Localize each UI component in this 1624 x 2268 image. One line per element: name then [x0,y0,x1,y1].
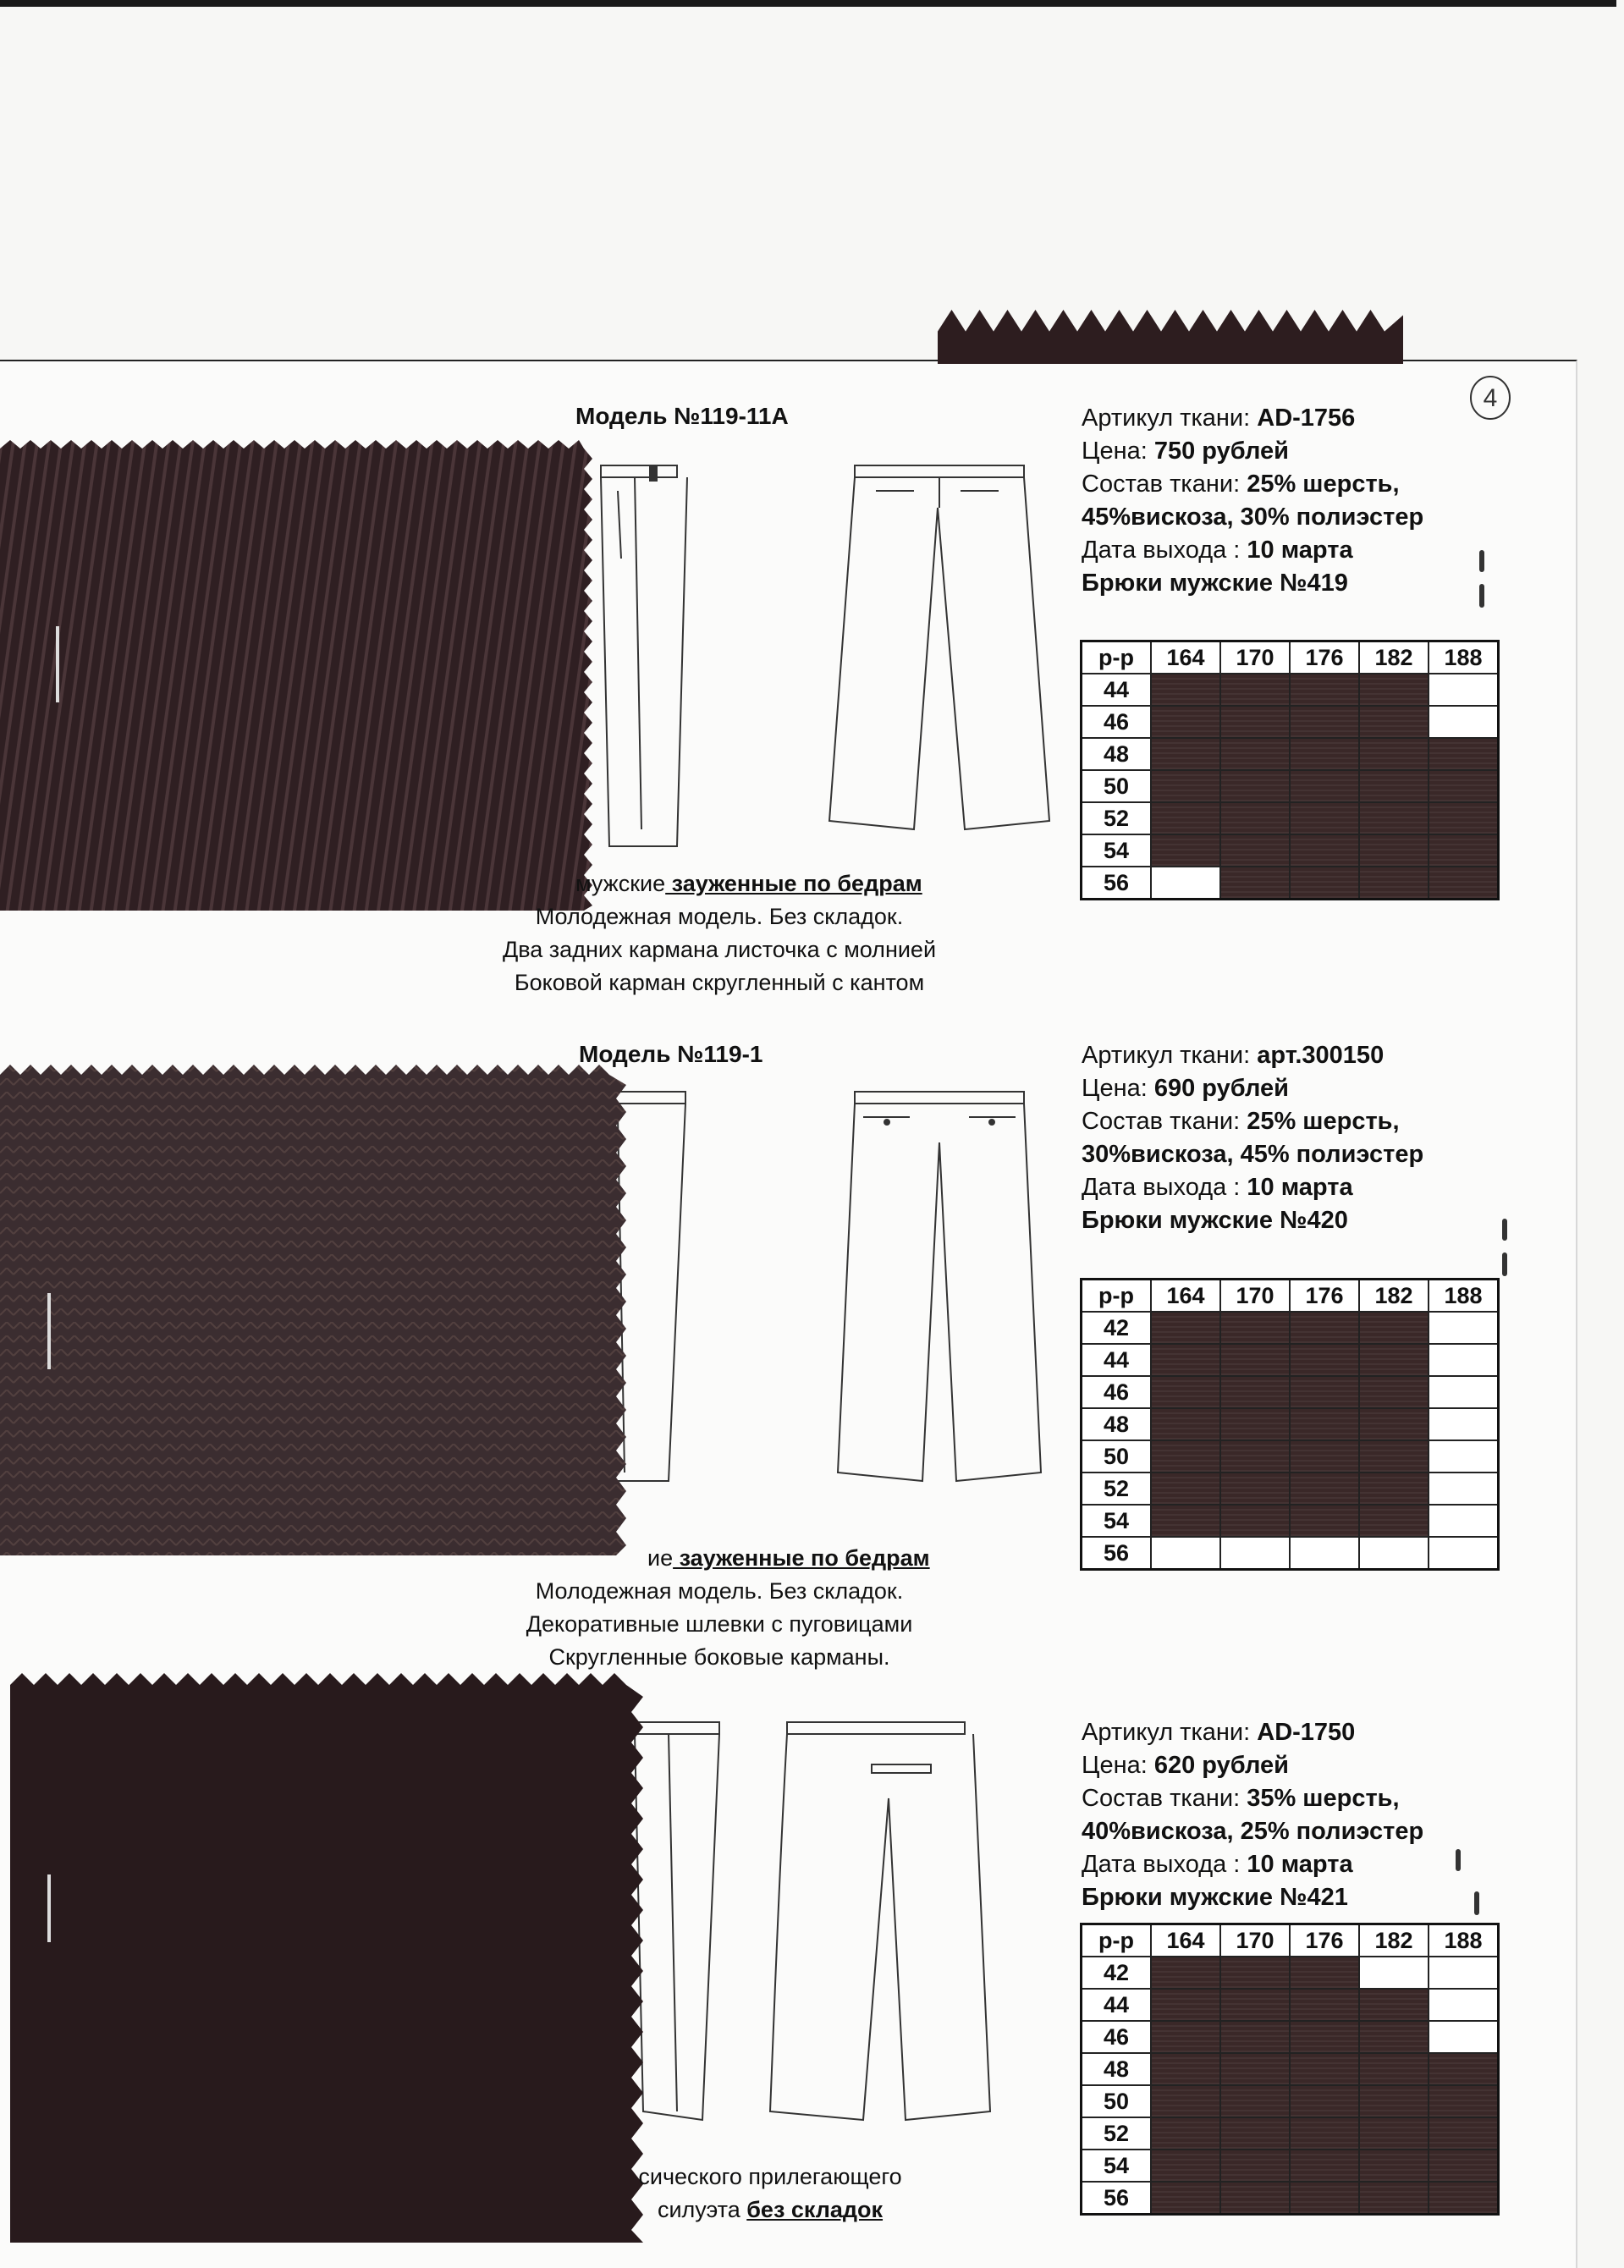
size-label: 48 [1082,738,1152,770]
model-1-title: Модель №119-11А [575,403,789,429]
size-label: 44 [1082,1344,1152,1376]
size-cell-available [1151,1344,1220,1376]
size-cell-available [1290,1344,1359,1376]
composition-value-2: 45%вискоза, 30% полиэстер [1082,504,1424,531]
size-cell-available [1290,1376,1359,1408]
size-cell-available [1220,2085,1290,2117]
size-cell-available [1290,1505,1359,1537]
size-cell-available [1220,1440,1290,1473]
page-number [1468,374,1512,421]
model-1-specs [1082,402,1423,600]
size-cell-empty [1429,1344,1499,1376]
article-value: AD-1756 [1257,405,1356,432]
size-label: 50 [1082,2085,1152,2117]
height-header: 176 [1290,1280,1359,1313]
size-row [1082,2085,1499,2117]
size-label: 54 [1082,1505,1152,1537]
size-cell-available [1220,1957,1290,1989]
height-header: 182 [1359,1280,1429,1313]
size-row [1082,2182,1499,2215]
model-3-specs [1082,1716,1423,1914]
size-label: 46 [1082,1376,1152,1408]
size-cell-available [1220,2021,1290,2053]
size-cell-available [1359,867,1429,900]
size-cell-available [1429,770,1499,802]
size-row [1082,2053,1499,2085]
size-label: 56 [1082,867,1152,900]
size-row [1082,738,1499,770]
release-label: Дата выхода : [1082,1851,1241,1878]
size-label: 52 [1082,802,1152,834]
composition-value-1: 25% шерсть, [1247,471,1400,498]
size-cell-available [1359,706,1429,738]
size-row [1082,834,1499,867]
height-header: 182 [1359,1924,1429,1957]
size-cell-available [1429,834,1499,867]
height-header: 170 [1220,1924,1290,1957]
size-row [1082,706,1499,738]
size-cell-empty [1359,1957,1429,1989]
size-cell-available [1220,1344,1290,1376]
size-cell-available [1429,2053,1499,2085]
size-cell-available [1220,706,1290,738]
size-cell-available [1220,674,1290,706]
size-cell-empty [1429,2021,1499,2053]
size-cell-available [1359,1376,1429,1408]
size-cell-available [1220,2182,1290,2215]
size-cell-available [1220,1473,1290,1505]
size-label: 48 [1082,1408,1152,1440]
price-label: Цена: [1082,438,1148,465]
composition-value-1: 35% шерсть, [1247,1785,1400,1812]
size-header-row [1082,641,1499,674]
size-cell-available [1359,770,1429,802]
size-cell-empty [1151,867,1220,900]
size-cell-available [1151,2053,1220,2085]
size-label: 42 [1082,1312,1152,1344]
model-2-title: Модель №119-1 [579,1041,763,1067]
size-cell-available [1290,770,1359,802]
size-cell-available [1359,674,1429,706]
size-cell-available [1359,1344,1429,1376]
fabric-swatch-3 [10,1671,643,2243]
height-header: 170 [1220,641,1290,674]
size-cell-available [1359,2182,1429,2215]
size-cell-available [1151,1473,1220,1505]
size-cell-available [1429,738,1499,770]
composition-value-1: 25% шерсть, [1247,1108,1400,1135]
size-row [1082,770,1499,802]
staple-mark [1479,584,1484,608]
size-row [1082,1376,1499,1408]
size-row [1082,2150,1499,2182]
size-cell-available [1220,2053,1290,2085]
size-cell-available [1290,1989,1359,2021]
size-cell-empty [1220,1537,1290,1570]
price-label: Цена: [1082,1752,1148,1779]
size-cell-available [1290,2053,1359,2085]
size-label: 44 [1082,674,1152,706]
model-2-sketch [584,1083,1058,1489]
size-cell-available [1359,834,1429,867]
top-border [0,0,1616,7]
size-cell-available [1429,2182,1499,2215]
size-cell-available [1290,2021,1359,2053]
size-cell-empty [1429,1505,1499,1537]
size-header-row [1082,1280,1499,1313]
size-table-1 [1080,640,1500,900]
height-header: 164 [1151,1924,1220,1957]
size-row [1082,1344,1499,1376]
model-2-specs [1082,1039,1423,1237]
size-cell-available [1290,2117,1359,2150]
size-cell-available [1290,1440,1359,1473]
model-1-sketch [584,457,1058,855]
size-cell-available [1151,1376,1220,1408]
staple-mark [1502,1219,1507,1241]
size-cell-empty [1429,1440,1499,1473]
size-cell-available [1151,706,1220,738]
size-cell-empty [1429,1473,1499,1505]
article-value: AD-1750 [1257,1719,1356,1746]
size-cell-available [1290,1408,1359,1440]
size-cell-available [1151,1989,1220,2021]
size-label: 46 [1082,706,1152,738]
size-header-label: р-р [1082,1280,1152,1313]
size-cell-empty [1429,1408,1499,1440]
article-label: Артикул ткани: [1082,1042,1251,1069]
height-header: 182 [1359,641,1429,674]
size-cell-available [1220,2117,1290,2150]
model-2-desc-underlined: зауженные по бедрам [673,1545,930,1571]
release-label: Дата выхода : [1082,1174,1241,1201]
size-label: 56 [1082,2182,1152,2215]
fabric-swatch-1 [0,440,592,911]
size-cell-available [1220,738,1290,770]
size-cell-available [1151,1312,1220,1344]
article-label: Артикул ткани: [1082,405,1251,432]
model-1-desc-line-3: Боковой карман скругленный с кантом [514,970,925,995]
size-cell-available [1359,738,1429,770]
size-cell-available [1429,802,1499,834]
size-cell-available [1290,1957,1359,1989]
size-cell-available [1220,1989,1290,2021]
size-cell-available [1290,706,1359,738]
size-label: 54 [1082,834,1152,867]
size-table-3 [1080,1923,1500,2216]
product-name: Брюки мужские №419 [1082,570,1348,597]
price-label: Цена: [1082,1075,1148,1102]
height-header: 164 [1151,641,1220,674]
size-label: 44 [1082,1989,1152,2021]
size-cell-available [1151,2150,1220,2182]
staple-mark [1456,1849,1461,1871]
size-cell-available [1359,2053,1429,2085]
size-cell-available [1290,2085,1359,2117]
price-value: 750 рублей [1153,438,1289,465]
size-cell-available [1151,2117,1220,2150]
size-table-2 [1080,1278,1500,1571]
model-2-desc-prefix: ие [647,1545,674,1571]
size-cell-available [1359,1440,1429,1473]
fabric-strip-top [938,310,1403,364]
size-label: 50 [1082,1440,1152,1473]
model-1-desc-underlined: зауженные по бедрам [665,871,922,896]
size-cell-available [1220,1505,1290,1537]
height-header: 170 [1220,1280,1290,1313]
composition-label: Состав ткани: [1082,1108,1241,1135]
composition-label: Состав ткани: [1082,471,1241,498]
release-label: Дата выхода : [1082,537,1241,564]
model-2-desc-line-2: Декоративные шлевки с пуговицами [526,1611,913,1637]
model-1-description [474,867,965,999]
composition-value-2: 30%вискоза, 45% полиэстер [1082,1141,1424,1168]
size-cell-available [1359,2085,1429,2117]
size-cell-available [1290,2150,1359,2182]
size-row [1082,2117,1499,2150]
size-cell-available [1151,1408,1220,1440]
price-value: 690 рублей [1153,1075,1289,1102]
size-cell-available [1429,2150,1499,2182]
height-header: 164 [1151,1280,1220,1313]
size-cell-available [1220,2150,1290,2182]
size-cell-available [1220,1408,1290,1440]
size-cell-available [1290,1312,1359,1344]
article-value: арт.300150 [1257,1042,1385,1069]
model-3-desc-line-1: сического прилегающего [638,2164,902,2189]
size-label: 50 [1082,770,1152,802]
size-cell-available [1359,802,1429,834]
size-cell-available [1290,674,1359,706]
size-cell-available [1151,1957,1220,1989]
size-label: 42 [1082,1957,1152,1989]
size-cell-available [1290,1473,1359,1505]
price-value: 620 рублей [1153,1752,1289,1779]
size-cell-available [1151,802,1220,834]
composition-label: Состав ткани: [1082,1785,1241,1812]
size-cell-available [1359,1312,1429,1344]
size-cell-available [1151,834,1220,867]
size-cell-empty [1151,1537,1220,1570]
size-cell-available [1151,2021,1220,2053]
size-cell-available [1290,802,1359,834]
size-label: 54 [1082,2150,1152,2182]
size-cell-available [1290,2182,1359,2215]
model-3-description [592,2161,948,2227]
size-cell-empty [1290,1537,1359,1570]
size-cell-available [1290,738,1359,770]
staple-mark [1479,550,1484,572]
model-1-desc-prefix: мужские [575,871,666,896]
size-label: 56 [1082,1537,1152,1570]
size-cell-available [1151,1505,1220,1537]
size-cell-available [1359,2117,1429,2150]
height-header: 176 [1290,641,1359,674]
model-3-desc-last-prefix: силуэта [657,2197,747,2222]
article-label: Артикул ткани: [1082,1719,1251,1746]
size-header-label: р-р [1082,1924,1152,1957]
size-cell-available [1359,1989,1429,2021]
size-cell-available [1151,770,1220,802]
product-name: Брюки мужские №420 [1082,1207,1348,1234]
size-header-label: р-р [1082,641,1152,674]
size-cell-empty [1359,1537,1429,1570]
release-value: 10 марта [1247,537,1353,564]
size-cell-available [1359,2021,1429,2053]
size-cell-empty [1429,1312,1499,1344]
size-cell-available [1220,1312,1290,1344]
size-cell-available [1429,2085,1499,2117]
size-row [1082,1989,1499,2021]
size-row [1082,1312,1499,1344]
size-row [1082,2021,1499,2053]
size-cell-available [1220,834,1290,867]
size-row [1082,867,1499,900]
model-2-desc-line-3: Скругленные боковые карманы. [548,1644,890,1670]
size-row [1082,1957,1499,1989]
product-name: Брюки мужские №421 [1082,1884,1348,1911]
size-cell-available [1220,770,1290,802]
size-label: 52 [1082,1473,1152,1505]
height-header: 176 [1290,1924,1359,1957]
page-number-text: 4 [1483,384,1498,412]
size-row [1082,674,1499,706]
size-cell-empty [1429,1989,1499,2021]
size-cell-empty [1429,1957,1499,1989]
size-cell-available [1151,2182,1220,2215]
size-cell-empty [1429,1537,1499,1570]
model-3-desc-last-underlined: без складок [746,2197,884,2222]
size-cell-available [1290,867,1359,900]
size-row [1082,1473,1499,1505]
height-header: 188 [1429,1924,1499,1957]
release-value: 10 марта [1247,1851,1353,1878]
height-header: 188 [1429,1280,1499,1313]
size-cell-available [1290,834,1359,867]
size-cell-available [1359,1408,1429,1440]
size-row [1082,1537,1499,1570]
size-cell-available [1220,1376,1290,1408]
size-cell-empty [1429,706,1499,738]
height-header: 188 [1429,641,1499,674]
model-2-desc-line-1: Молодежная модель. Без складок. [535,1578,904,1604]
size-cell-available [1429,867,1499,900]
size-cell-available [1359,2150,1429,2182]
size-cell-empty [1429,1376,1499,1408]
size-cell-available [1429,2117,1499,2150]
size-row [1082,802,1499,834]
model-1-desc-line-2: Два задних кармана листочка с молнией [502,937,937,962]
size-cell-available [1151,1440,1220,1473]
size-row [1082,1440,1499,1473]
model-2-description [474,1542,965,1674]
model-1-desc-line-1: Молодежная модель. Без складок. [535,904,904,929]
size-cell-available [1220,867,1290,900]
size-label: 52 [1082,2117,1152,2150]
staple-mark [1474,1891,1479,1915]
fabric-swatch-2 [0,1065,626,1555]
size-cell-available [1359,1505,1429,1537]
size-cell-available [1151,674,1220,706]
size-cell-available [1151,2085,1220,2117]
size-row [1082,1408,1499,1440]
composition-value-2: 40%вискоза, 25% полиэстер [1082,1818,1424,1845]
size-label: 46 [1082,2021,1152,2053]
staple-mark [1502,1252,1507,1276]
model-3-sketch [618,1714,1007,2137]
size-cell-available [1220,802,1290,834]
size-row [1082,1505,1499,1537]
release-value: 10 марта [1247,1174,1353,1201]
size-header-row [1082,1924,1499,1957]
size-cell-empty [1429,674,1499,706]
size-label: 48 [1082,2053,1152,2085]
size-cell-available [1359,1473,1429,1505]
size-cell-available [1151,738,1220,770]
